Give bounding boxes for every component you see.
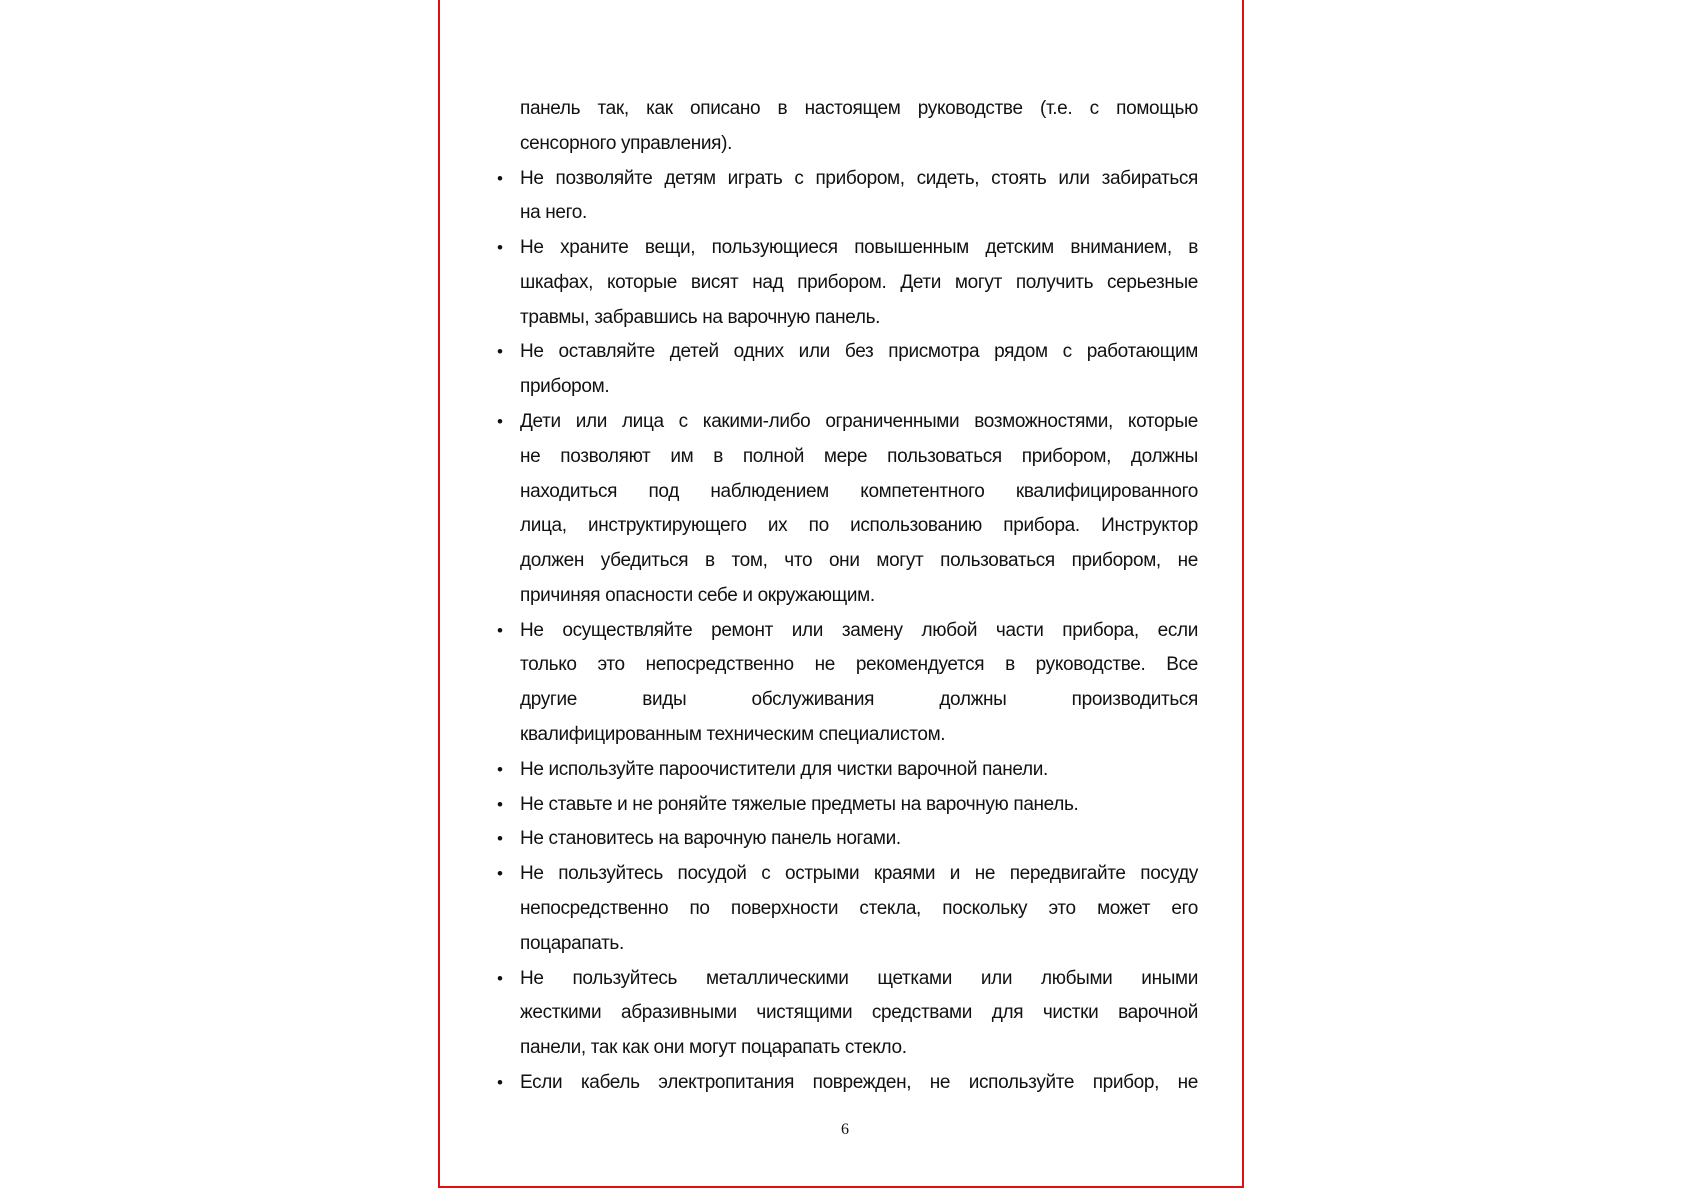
text-line: квалифицированным техническим специалистом. xyxy=(520,724,946,746)
text-line: панели, так как они могут поцарапать стекло. xyxy=(520,1037,907,1059)
bullet-icon: • xyxy=(497,168,503,188)
bullet-icon: • xyxy=(497,968,503,988)
text-line: Не используйте пароочистители для чистки варочной панели. xyxy=(520,758,1048,780)
text-line: Не позволяйте детям играть с прибором, сидеть, стоять или забираться xyxy=(520,167,1198,189)
text-line: травмы, забравшись на варочную панель. xyxy=(520,306,881,328)
bullet-icon: • xyxy=(497,238,503,258)
text-line: Не становитесь на варочную панель ногами. xyxy=(520,828,901,850)
text-line: шкафах, которые висят над прибором. Дети могут получить серьезные xyxy=(520,271,1198,293)
text-line: только это непосредственно не рекомендуется в руководстве. Все xyxy=(520,654,1198,676)
bullet-icon: • xyxy=(497,342,503,362)
text-line: Не пользуйтесь металлическими щетками или любыми иными xyxy=(520,967,1198,989)
text-line: на него. xyxy=(520,202,587,224)
bullet-icon: • xyxy=(497,794,503,814)
text-line: не позволяют им в полной мере пользоваться прибором, должны xyxy=(520,445,1198,467)
text-line: сенсорного управления). xyxy=(520,132,733,154)
bullet-icon: • xyxy=(497,412,503,432)
text-line: жесткими абразивными чистящими средствами для чистки варочной xyxy=(520,1002,1198,1024)
bullet-icon: • xyxy=(497,1072,503,1092)
text-line: непосредственно по поверхности стекла, поскольку это может его xyxy=(520,897,1198,919)
bullet-icon: • xyxy=(497,759,503,779)
text-line: Не ставьте и не роняйте тяжелые предметы на варочную панель. xyxy=(520,793,1079,815)
bullet-icon: • xyxy=(497,864,503,884)
text-line: лица, инструктирующего их по использованию прибора. Инструктор xyxy=(520,515,1198,537)
text-line: панель так, как описано в настоящем руководстве (т.е. с помощью xyxy=(520,98,1198,119)
bullet-icon: • xyxy=(497,829,503,849)
bullet-icon: • xyxy=(497,620,503,640)
text-line: Не осуществляйте ремонт или замену любой части прибора, если xyxy=(520,619,1198,641)
text-line: прибором. xyxy=(520,376,610,398)
text-line: поцарапать. xyxy=(520,932,624,954)
text-line: должен убедиться в том, что они могут пользоваться прибором, не xyxy=(520,550,1198,572)
text-line: Не храните вещи, пользующиеся повышенным детским вниманием, в xyxy=(520,237,1198,259)
text-line: находиться под наблюдением компетентного квалифицированного xyxy=(520,480,1198,502)
text-line: Не пользуйтесь посудой с острыми краями и не передвигайте посуду xyxy=(520,863,1198,885)
text-line: причиняя опасности себе и окружающим. xyxy=(520,584,875,606)
text-line: Не оставляйте детей одних или без присмотра рядом с работающим xyxy=(520,341,1198,363)
text-line: другие виды обслуживания должны производиться xyxy=(520,689,1198,711)
text-line: Если кабель электропитания поврежден, не используйте прибор, не xyxy=(520,1071,1198,1093)
text-line: Дети или лица с какими-либо ограниченными возможностями, которые xyxy=(520,411,1198,433)
page-number: 6 xyxy=(841,1121,849,1138)
